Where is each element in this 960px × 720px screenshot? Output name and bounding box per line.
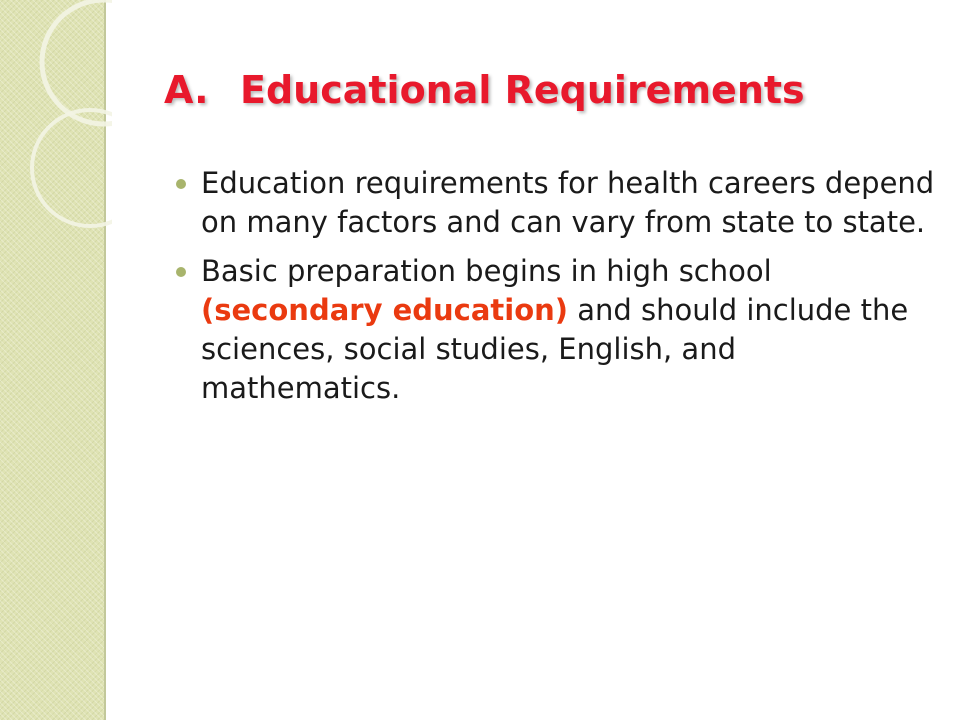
bullet-dot-icon [176, 179, 186, 189]
bullet-item [176, 164, 938, 242]
bullet-list [176, 164, 938, 418]
slide-title [164, 66, 805, 114]
bullet-text-before: Basic preparation begins in high school [201, 254, 772, 288]
bullet-text-after: and should include the sciences, social studies, English, and mathematics. [201, 293, 909, 405]
bullet-dot-icon [176, 267, 186, 277]
bullet-text: Education requirements for health careers depend on many factors and can vary from state to state. [201, 166, 935, 239]
title-text: Educational Requirements [240, 68, 805, 112]
highlighted-term: (secondary education) [201, 293, 569, 327]
decorative-rings-icon [0, 0, 112, 230]
title-number: A. [164, 68, 209, 112]
bullet-item [176, 252, 938, 408]
